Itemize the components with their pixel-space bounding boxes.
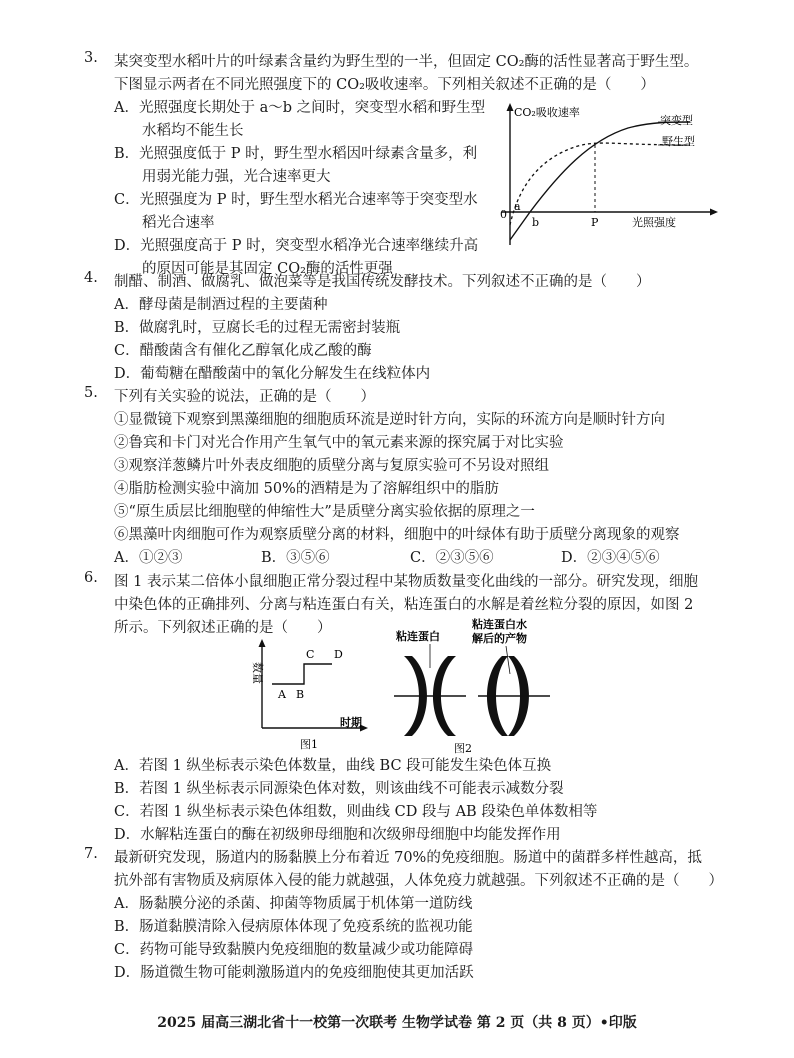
option-a: A．肠黏膜分泌的杀菌、抑菌等物质属于机体第一道防线 (114, 896, 473, 912)
y-axis-arrow (507, 103, 514, 111)
question-stem: 图 1 表示某二倍体小鼠细胞正常分裂过程中某物质数量变化曲线的一部分。研究发现，细胞 (114, 574, 698, 590)
option-d: D．水解粘连蛋白的酶在初级卵母细胞和次级卵母细胞中均能发挥作用 (114, 827, 561, 843)
fig1-curve (272, 664, 332, 684)
option-d: D．光照强度高于 P 时，突变型水稻净光合速率继续升高 (114, 238, 479, 254)
x-axis-label: 光照强度 (632, 216, 676, 229)
option-a: A．若图 1 纵坐标表示染色体数量，曲线 BC 段可能发生染色体互换 (114, 758, 552, 774)
option-c: C．醋酸菌含有催化乙醇氧化成乙酸的酶 (114, 343, 372, 359)
y-axis-label: CO₂吸收速率 (514, 106, 580, 119)
fig1-point-b: B (296, 688, 305, 701)
question-stem: 最新研究发现，肠道内的肠黏膜上分布着近 70%的免疫细胞。肠道中的菌群多样性越高，抵 (114, 850, 702, 866)
option-d: D．②③④⑤⑥ (561, 550, 660, 566)
question-stem: 下列有关实验的说法，正确的是（ ） (114, 389, 375, 405)
option-c-cont: 稻光合速率 (142, 215, 215, 231)
statement-4: ④脂肪检测实验中滴加 50%的酒精是为了溶解组织中的脂肪 (114, 481, 499, 497)
fig2-right-pointer (506, 646, 510, 674)
series-label-mutant: 突变型 (660, 114, 693, 127)
question-number: 5. (84, 385, 98, 401)
option-c: C．药物可能导致黏膜内免疫细胞的数量减少或功能障碍 (114, 942, 474, 958)
option-d: D．葡萄糖在醋酸菌中的氧化分解发生在线粒体内 (114, 366, 431, 382)
wild-curve (510, 143, 690, 225)
cohesin-dot (428, 698, 432, 702)
series-label-wild: 野生型 (662, 135, 695, 148)
question-stem: 所示。下列叙述正确的是（ ） (114, 620, 332, 636)
fig1-x-label: 时期 (340, 716, 362, 729)
option-a: A．酵母菌是制酒过程的主要菌种 (114, 297, 328, 313)
option-c: C．②③⑤⑥ (410, 550, 494, 566)
cohesin-fragment (508, 708, 512, 712)
question-stem: 中染色体的正确排列、分离与粘连蛋白有关，粘连蛋白的水解是着丝粒分裂的原因，如图 2 (114, 597, 694, 613)
question-stem: 抗外部有害物质及病原体入侵的能力就越强，人体免疫力就越强。下列叙述不正确的是（ ） (114, 873, 723, 889)
question-stem: 下图显示两者在不同光照强度下的 CO₂吸收速率。下列相关叙述不正确的是（ ） (114, 77, 655, 93)
option-c: C．若图 1 纵坐标表示染色体组数，则曲线 CD 段与 AB 段染色单体数相等 (114, 804, 598, 820)
fig1-point-a: A (278, 688, 286, 701)
co2-uptake-graph (490, 100, 720, 250)
option-c: C．光照强度为 P 时，野生型水稻光合速率等于突变型水 (114, 192, 478, 208)
option-a: A．光照强度长期处于 a～b 之间时，突变型水稻和野生型 (114, 100, 486, 116)
origin-label: 0 (500, 208, 507, 221)
question-number: 4. (84, 270, 98, 286)
fig2-caption: 图2 (454, 742, 472, 754)
option-d: D．肠道微生物可能刺激肠道内的免疫细胞使其更加活跃 (114, 965, 474, 981)
option-b: B．肠道黏膜清除入侵病原体体现了免疫系统的监视功能 (114, 919, 473, 935)
figure-2 (390, 616, 560, 754)
fig1-caption: 图1 (300, 738, 318, 751)
cohesin-fragment (508, 680, 512, 684)
statement-3: ③观察洋葱鳞片叶外表皮细胞的质壁分离与复原实验可不另设对照组 (114, 458, 549, 474)
statement-2: ②鲁宾和卡门对光合作用产生氧气中的氧元素来源的探究属于对比实验 (114, 435, 564, 451)
option-b: B．③⑤⑥ (261, 550, 330, 566)
option-a-cont: 水稻均不能生长 (142, 123, 244, 139)
fig2-label-right-1: 粘连蛋白水 (472, 618, 527, 631)
fig2-label-left: 粘连蛋白 (396, 630, 440, 643)
option-b: B．做腐乳时，豆腐长毛的过程无需密封装瓶 (114, 320, 401, 336)
fig1-point-c: C (306, 648, 315, 661)
figure-1 (240, 636, 370, 754)
fig1-y-arrow (259, 639, 266, 647)
question-stem: 某突变型水稻叶片的叶绿素含量约为野生型的一半，但固定 CO₂酶的活性显著高于野生型。 (114, 54, 699, 70)
option-b: B．光照强度低于 P 时，野生型水稻因叶绿素含量多，利 (114, 146, 478, 162)
question-number: 3. (84, 50, 98, 66)
option-d-cont: 的原因可能是其固定 CO₂酶的活性更强 (142, 261, 393, 277)
option-b: B．若图 1 纵坐标表示同源染色体对数，则该曲线不可能表示减数分裂 (114, 781, 564, 797)
page-footer: 2025 届高三湖北省十一校第一次联考 生物学试卷 第 2 页（共 8 页）•印版 (157, 1015, 637, 1031)
fig1-y-label: 数量 (251, 662, 264, 684)
option-a: A．①②③ (114, 550, 183, 566)
fig1-point-d: D (334, 648, 343, 661)
x-axis-arrow (710, 209, 718, 216)
statement-5: ⑤“原生质层比细胞壁的伸缩性大”是质壁分离实验依据的原理之一 (114, 504, 535, 520)
point-label-b: b (532, 216, 540, 229)
fig2-label-right-2: 解后的产物 (472, 632, 527, 645)
question-number: 6. (84, 570, 98, 586)
question-stem: 制醋、制酒、做腐乳、做泡菜等是我国传统发酵技术。下列叙述不正确的是（ ） (114, 274, 651, 290)
option-b-cont: 用弱光能力强，光合速率更大 (142, 169, 331, 185)
statement-1: ①显微镜下观察到黑藻细胞的细胞质环流是逆时针方向，实际的环流方向是顺时针方向 (114, 412, 665, 428)
question-number: 7. (84, 846, 98, 862)
point-label-a: a (514, 200, 521, 213)
statement-6: ⑥黑藻叶肉细胞可作为观察质壁分离的材料，细胞中的叶绿体有助于质壁分离现象的观察 (114, 527, 680, 543)
cohesin-dot (428, 690, 432, 694)
point-label-p: P (591, 216, 599, 229)
